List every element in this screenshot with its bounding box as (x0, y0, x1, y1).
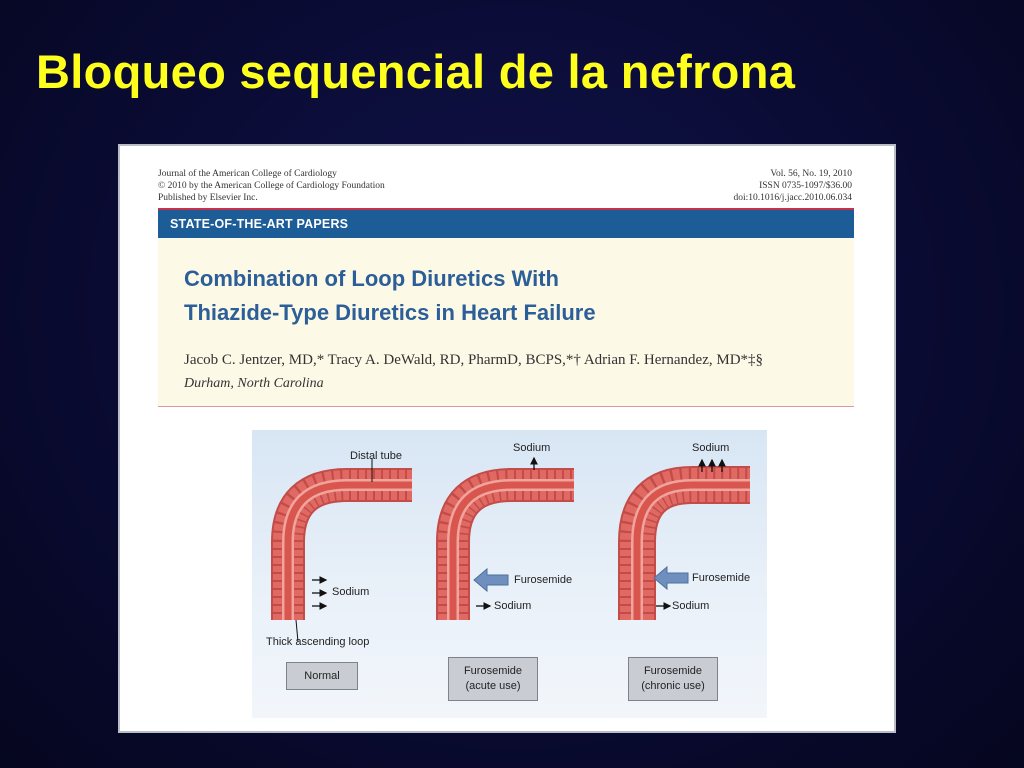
panel-label-text: Furosemide (463, 665, 523, 677)
furosemide-label: Furosemide (514, 574, 573, 586)
panel-label-normal (286, 662, 358, 690)
authors: Jacob C. Jentzer, MD,* Tracy A. DeWald, RD, PharmD, BCPS,*† Adrian F. Hernandez, MD*‡§ (184, 352, 764, 368)
journal-line: Published by Elsevier Inc. (158, 193, 258, 203)
slide-title: Bloqueo sequencial de la nefrona (36, 45, 796, 98)
furosemide-arrow (654, 567, 688, 589)
article-title-line: Thiazide-Type Diuretics in Heart Failure (184, 300, 596, 325)
paper-figure (118, 144, 896, 733)
nephron-diagram (252, 430, 767, 718)
furosemide-label: Furosemide (692, 572, 751, 584)
issue-line: Vol. 56, No. 19, 2010 (770, 169, 852, 179)
sodium-label: Sodium (672, 600, 710, 612)
panel-label-subtext: (chronic use) (641, 680, 705, 692)
panel-label-text: Normal (304, 670, 340, 682)
article-header (158, 238, 854, 407)
thick-ascending-loop-label: Thick ascending loop (266, 636, 370, 648)
section-banner (158, 208, 854, 238)
distal-tube-label: Distal tube (350, 450, 402, 462)
panel-label-text: Furosemide (643, 665, 703, 677)
issue-line: ISSN 0735-1097/$36.00 (759, 181, 852, 191)
issue-info (734, 168, 852, 204)
panel-label-chronic (628, 657, 718, 701)
sodium-label: Sodium (494, 600, 532, 612)
journal-line: Journal of the American College of Cardiology (158, 169, 337, 179)
tubule-normal (288, 485, 412, 620)
panel-label-acute (448, 657, 538, 701)
panel-label-subtext: (acute use) (465, 680, 521, 692)
furosemide-arrow (474, 569, 508, 591)
sodium-label: Sodium (692, 442, 730, 454)
article-title (184, 262, 596, 330)
section-label: STATE-OF-THE-ART PAPERS (170, 217, 349, 231)
location: Durham, North Carolina (184, 376, 324, 391)
journal-line: © 2010 by the American College of Cardiology Foundation (158, 181, 385, 191)
article-title-line: Combination of Loop Diuretics With (184, 266, 559, 291)
sodium-label: Sodium (332, 586, 370, 598)
sodium-label: Sodium (513, 442, 551, 454)
journal-info (158, 168, 385, 204)
issue-line: doi:10.1016/j.jacc.2010.06.034 (733, 193, 852, 203)
